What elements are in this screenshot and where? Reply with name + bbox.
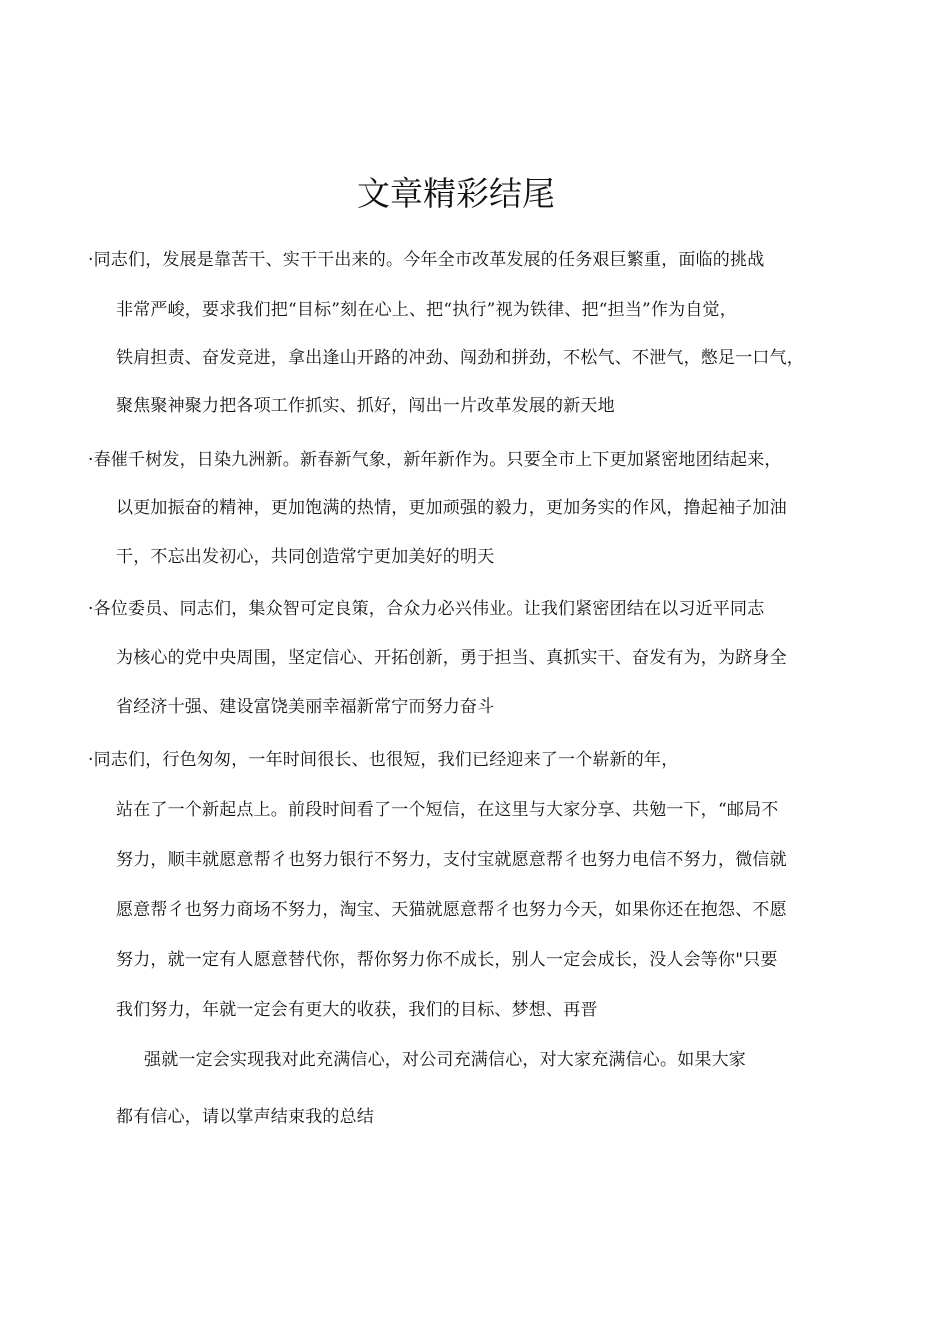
paragraph-line: 非常严峻，要求我们把“目标”刻在心上、把“执行”视为铁律、把“担当”作为自觉， [116,300,737,320]
paragraph-line: 为核心的党中央周围，坚定信心、开拓创新，勇于担当、真抓实干、奋发有为，为跻身全 [116,648,787,668]
paragraph-line: 愿意帮彳也努力商场不努力，淘宝、天猫就愿意帮彳也努力今天，如果你还在抱怨、不愿 [116,900,787,920]
paragraph-line: 省经济十强、建设富饶美丽幸福新常宁而努力奋斗 [116,697,495,717]
paragraph-line: ·各位委员、同志们，集众智可定良策，合众力必兴伟业。让我们紧密团结在以习近平同志 [88,599,765,619]
page-title: 文章精彩结尾 [357,174,555,213]
paragraph-line: 铁肩担责、奋发竞进，拿出逢山开路的冲劲、闯劲和拼劲，不松气、不泄气，憋足一口气， [116,348,804,368]
paragraph-line: 努力，就一定有人愿意替代你，帮你努力你不成长，别人一定会成长，没人会等你"只要 [116,950,778,970]
paragraph-line: 强就一定会实现我对此充满信心，对公司充满信心，对大家充满信心。如果大家 [144,1050,746,1070]
paragraph-line: 干，不忘出发初心，共同创造常宁更加美好的明天 [116,547,495,567]
paragraph-line: 以更加振奋的精神，更加饱满的热情，更加顽强的毅力，更加务实的作风，撸起袖子加油 [116,498,787,518]
paragraph-line: 聚焦聚神聚力把各项工作抓实、抓好，闯出一片改革发展的新天地 [116,396,615,416]
paragraph-line: 都有信心，请以掌声结束我的总结 [116,1107,374,1127]
paragraph-line: ·同志们，发展是靠苦干、实干干出来的。今年全市改革发展的任务艰巨繁重，面临的挑战 [88,250,765,270]
paragraph-line: 站在了一个新起点上。前段时间看了一个短信，在这里与大家分享、共勉一下，“邮局不 [116,800,779,820]
paragraph-line: ·春催千树发，日染九洲新。新春新气象，新年新作为。只要全市上下更加紧密地团结起来， [88,450,782,470]
paragraph-line: ·同志们，行色匆匆，一年时间很长、也很短，我们已经迎来了一个崭新的年， [88,750,679,770]
paragraph-line: 我们努力，年就一定会有更大的收获，我们的目标、梦想、再晋 [116,1000,598,1020]
paragraph-line: 努力，顺丰就愿意帮彳也努力银行不努力，支付宝就愿意帮彳也努力电信不努力，微信就 [116,850,787,870]
